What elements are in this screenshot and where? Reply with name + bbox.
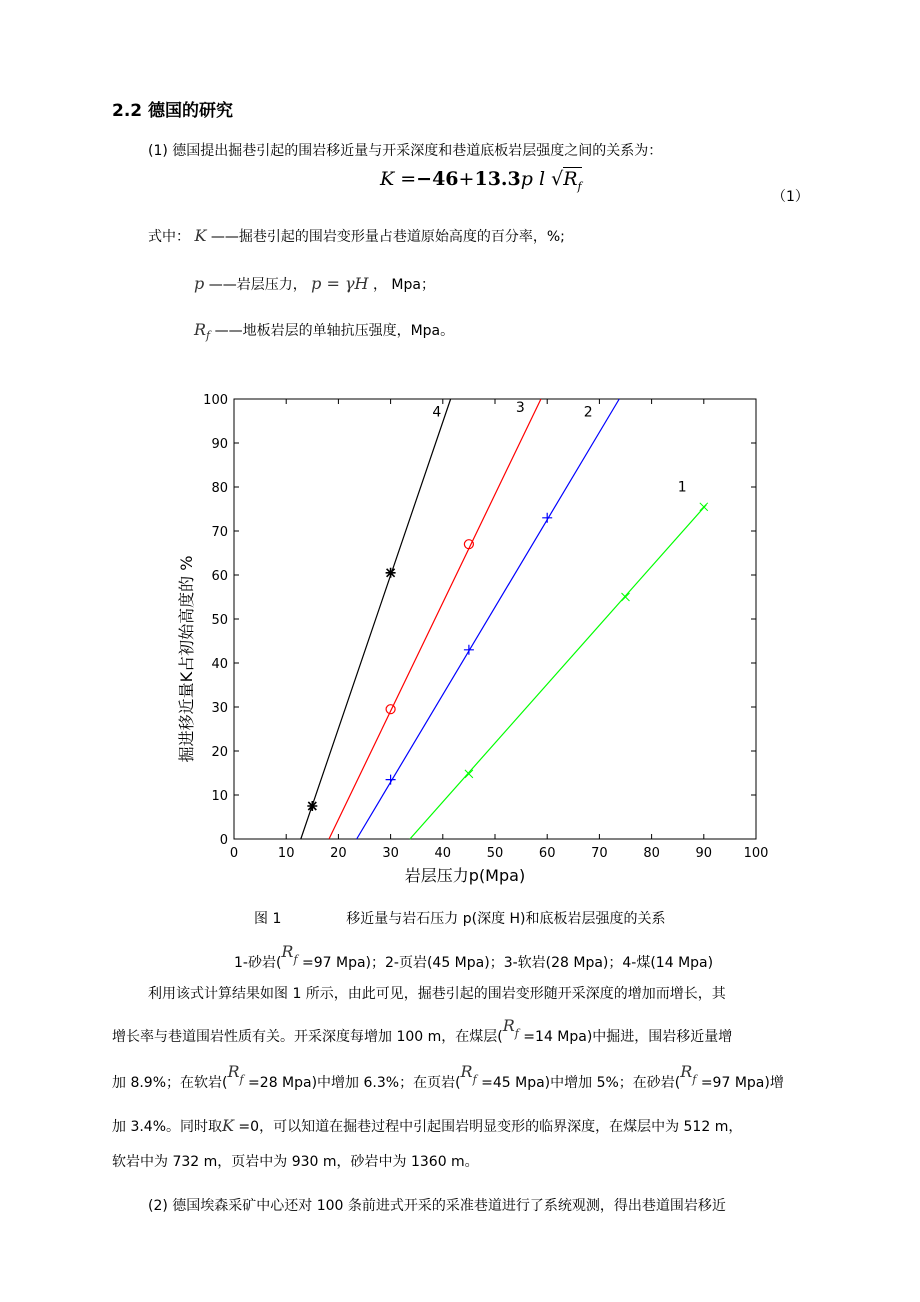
body-l4a: 加 3.4%。同时取 <box>112 1119 223 1135</box>
formula-eq: = <box>400 168 417 190</box>
figure-label: 图 1 <box>254 911 282 927</box>
symbol-p: p <box>194 274 205 293</box>
y-tick-label: 80 <box>211 481 228 496</box>
body-l4b: =0，可以知道在掘巷过程中引起围岩明显变形的临界深度，在煤层中为 512 m， <box>233 1119 743 1135</box>
y-tick-label: 20 <box>211 745 228 760</box>
body-r-3-sub: f <box>472 1072 477 1086</box>
figure-title: 移近量与岩石压力 p(深度 H)和底板岩层强度的关系 <box>346 911 666 927</box>
defs-k-text: ——掘巷引起的围岩变形量占巷道原始高度的百分率，%; <box>210 229 565 245</box>
y-tick-label: 30 <box>211 701 228 716</box>
formula: K =−46+13.3p l $√R_f$ <box>380 168 582 193</box>
symbol-r-sub: f <box>206 328 211 342</box>
series-label-1: 1 <box>677 479 687 496</box>
x-tick-label: 80 <box>643 846 660 861</box>
y-axis-label: 掘进移近量K占初始高度的 % <box>177 555 196 763</box>
formula-k: K <box>380 168 395 190</box>
formula-c1: −46 <box>416 168 459 190</box>
body-l3d: =97 Mpa)增 <box>696 1075 784 1091</box>
x-tick-label: 50 <box>486 846 504 861</box>
equation-number: （1） <box>772 189 809 205</box>
y-tick-label: 40 <box>211 657 228 672</box>
body-line-4 <box>112 1116 742 1137</box>
symbol-k: K <box>194 226 207 245</box>
defs-lead: 式中： <box>148 229 190 245</box>
legend-a: 1-砂岩( <box>234 955 282 971</box>
body-l3b: =28 Mpa)中增加 6.3%；在页岩( <box>243 1075 461 1091</box>
symbol-p-eq: p = γH <box>311 274 369 293</box>
y-tick-label: 50 <box>211 613 228 628</box>
series-marker-4 <box>307 801 317 811</box>
body-r-3: R <box>460 1062 473 1081</box>
body-r-2-sub: f <box>239 1072 244 1086</box>
formula-r: R <box>563 168 578 190</box>
x-tick-label: 70 <box>591 846 608 861</box>
body-r-4-sub: f <box>692 1072 697 1086</box>
body-r-1-sub: f <box>514 1026 519 1040</box>
formula-c2: 13.3 <box>474 168 521 190</box>
body-line-6: (2) 德国埃森采矿中心还对 100 条前进式开采的采准巷道进行了系统观测，得出巷道围岩移近 <box>148 1198 726 1214</box>
section-heading: 2.2 德国的研究 <box>112 101 234 121</box>
series-label-4: 4 <box>432 404 442 421</box>
figure-caption <box>254 908 666 928</box>
definition-p <box>194 274 435 295</box>
x-tick-label: 100 <box>743 846 769 861</box>
formula-plus: + <box>458 168 475 190</box>
x-tick-label: 90 <box>695 846 713 861</box>
x-tick-label: 20 <box>330 846 347 861</box>
legend-r-sub: f <box>293 952 298 966</box>
formula-var: p l <box>520 168 546 190</box>
y-tick-label: 60 <box>211 569 228 584</box>
plot-frame <box>234 399 756 839</box>
formula-sub: f <box>577 179 582 193</box>
y-tick-label: 70 <box>211 525 228 540</box>
body-line-3 <box>112 1062 784 1098</box>
body-r-2: R <box>227 1062 240 1081</box>
body-r-1: R <box>502 1016 515 1035</box>
series-label-3: 3 <box>515 400 525 417</box>
body-k: K <box>222 1116 234 1135</box>
body-line-5: 软岩中为 732 m，页岩中为 930 m，砂岩中为 1360 m。 <box>112 1154 479 1170</box>
x-tick-label: 40 <box>434 846 452 861</box>
series-marker-4 <box>386 568 396 578</box>
y-tick-label: 0 <box>219 833 228 848</box>
x-tick-label: 30 <box>382 846 399 861</box>
series-label-2: 2 <box>583 404 593 421</box>
chart <box>0 380 920 900</box>
paragraph-intro: (1) 德国提出掘巷引起的围岩移近量与开采深度和巷道底板岩层强度之间的关系为： <box>148 143 663 159</box>
y-tick-label: 100 <box>203 393 228 408</box>
symbol-r: R <box>194 320 207 339</box>
body-line-2 <box>112 1016 733 1052</box>
x-tick-label: 60 <box>538 846 556 861</box>
body-r-4: R <box>680 1062 693 1081</box>
definition-k <box>148 226 565 247</box>
legend-b: =97 Mpa)；2-页岩(45 Mpa)；3-软岩(28 Mpa)；4-煤(14 Mpa) <box>297 955 714 971</box>
defs-r-text: ——地板岩层的单轴抗压强度，Mpa。 <box>214 323 455 339</box>
legend-r: R <box>281 942 294 961</box>
y-tick-label: 90 <box>211 437 228 452</box>
figure-legend-line <box>234 942 714 974</box>
body-l2b: =14 Mpa)中掘进，围岩移近量增 <box>518 1029 733 1045</box>
body-l3c: =45 Mpa)中增加 5%；在砂岩( <box>476 1075 681 1091</box>
defs-p-text: ——岩层压力， <box>208 277 307 293</box>
definition-rf <box>194 320 454 346</box>
defs-p-unit: ， Mpa； <box>372 277 435 293</box>
body-line-1: 利用该式计算结果如图 1 所示，由此可见，掘巷引起的围岩变形随开采深度的增加而增长，其 <box>148 986 726 1002</box>
x-tick-label: 10 <box>277 846 295 861</box>
body-l3a: 加 8.9%；在软岩( <box>112 1075 228 1091</box>
x-tick-label: 0 <box>229 846 239 861</box>
x-axis-label: 岩层压力p(Mpa) <box>404 866 526 885</box>
body-l2a: 增长率与巷道围岩性质有关。开采深度每增加 100 m，在煤层( <box>112 1029 503 1045</box>
y-tick-label: 10 <box>211 789 228 804</box>
